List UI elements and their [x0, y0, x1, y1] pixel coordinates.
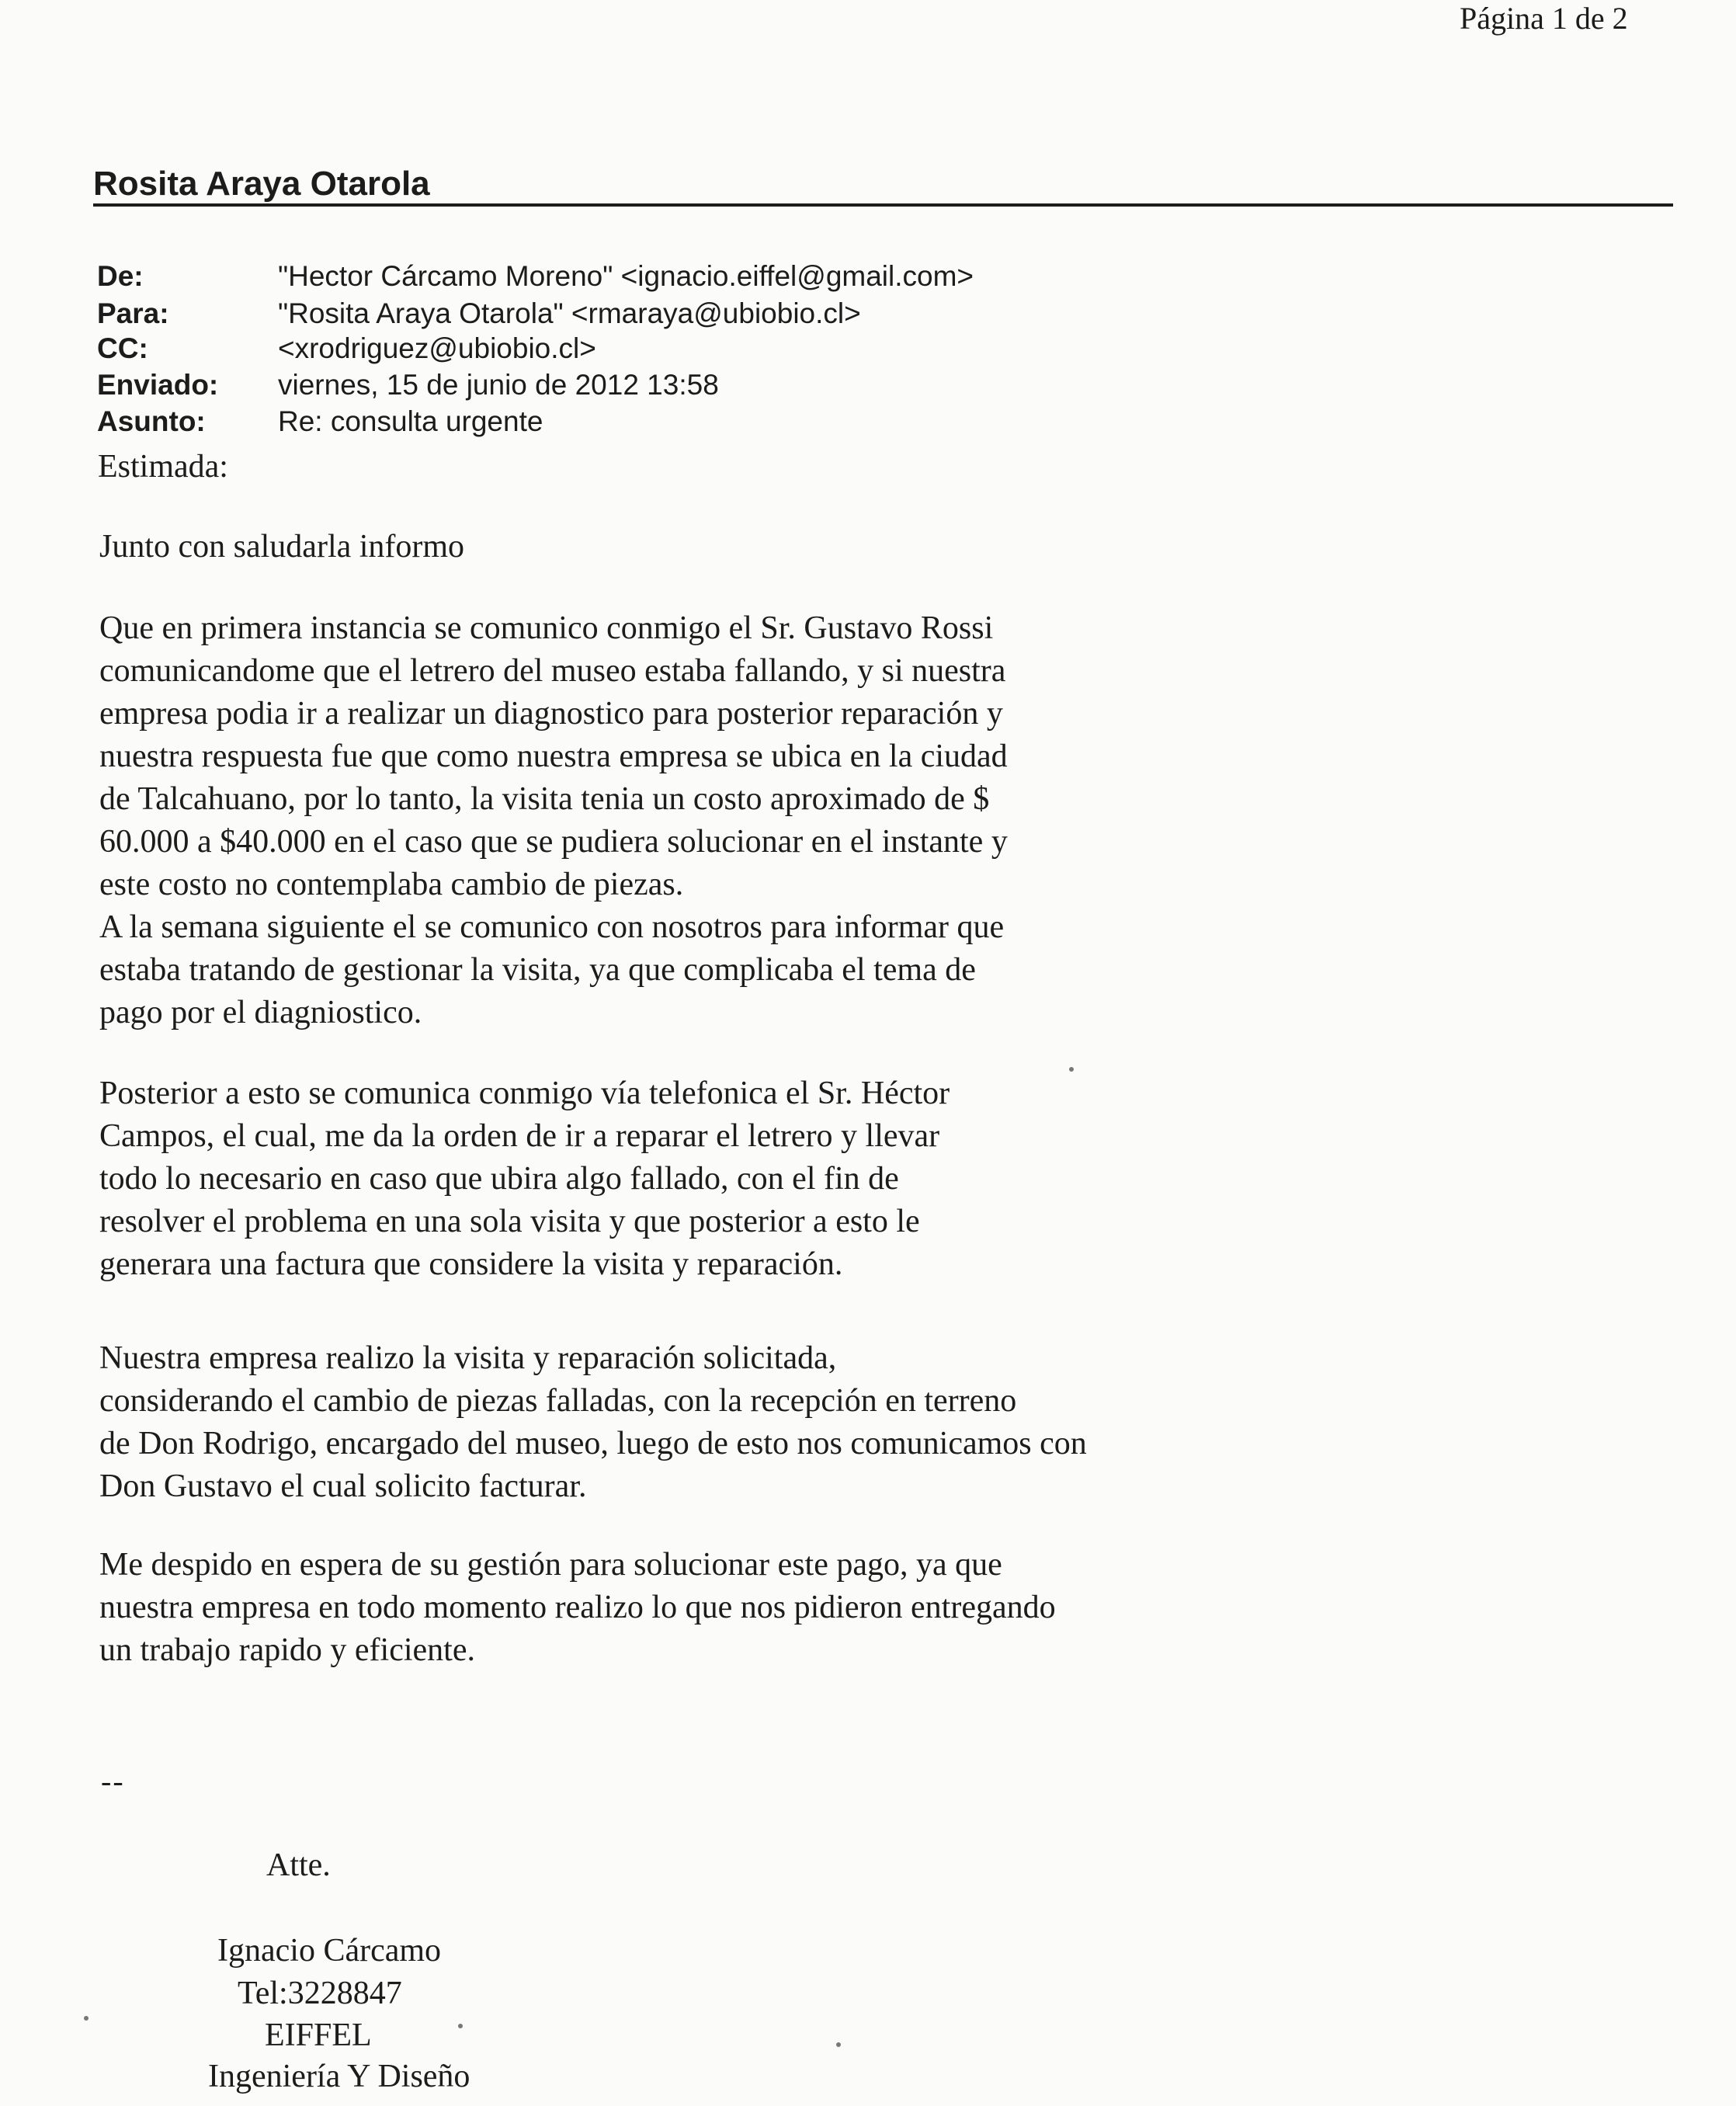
body-line: Nuestra empresa realizo la visita y reparación solicitada, [99, 1340, 837, 1376]
body-line: este costo no contemplaba cambio de piezas. [99, 867, 684, 902]
body-line: Posterior a esto se comunica conmigo vía telefonica el Sr. Héctor [99, 1076, 950, 1111]
body-paragraph [99, 1337, 1087, 1508]
salutation: Estimada: [98, 449, 228, 485]
header-label: CC: [97, 332, 148, 364]
body-line: generara una factura que considere la visita y reparación. [99, 1246, 843, 1282]
header-divider [93, 203, 1673, 207]
signature-company: EIFFEL [265, 2017, 372, 2053]
body-paragraph [99, 1072, 950, 1286]
body-line: comunicandome que el letrero del museo estaba fallando, y si nuestra [99, 653, 1006, 689]
body-line: un trabajo rapido y eficiente. [99, 1632, 475, 1668]
body-line: A la semana siguiente el se comunico con nosotros para informar que [99, 909, 1005, 945]
body-line: Campos, el cual, me da la orden de ir a reparar el letrero y llevar [99, 1118, 940, 1154]
body-line: 60.000 a $40.000 en el caso que se pudiera solucionar en el instante y [99, 824, 1008, 860]
body-line: estaba tratando de gestionar la visita, ya que complicaba el tema de [99, 952, 976, 988]
body-line: Junto con saludarla informo [99, 529, 465, 565]
signature-separator: -- [101, 1764, 125, 1798]
body-line: de Talcahuano, por lo tanto, la visita tenia un costo aproximado de $ [99, 781, 990, 817]
mailbox-owner-name: Rosita Araya Otarola [93, 165, 430, 203]
body-line: nuestra empresa en todo momento realizo lo que nos pidieron entregando [99, 1590, 1056, 1625]
header-value: <xrodriguez@ubiobio.cl> [278, 332, 596, 364]
header-label: Para: [97, 297, 169, 329]
body-paragraph [99, 607, 1008, 1034]
header-label: Enviado: [97, 369, 219, 401]
header-value: "Hector Cárcamo Moreno" <ignacio.eiffel@gmail.com> [278, 260, 974, 292]
signature-phone: Tel:3228847 [238, 1976, 402, 2011]
scan-speck [1069, 1067, 1074, 1072]
body-paragraph [99, 1544, 1056, 1672]
body-line: Me despido en espera de su gestión para solucionar este pago, ya que [99, 1547, 1002, 1583]
body-line: Don Gustavo el cual solicito facturar. [99, 1468, 587, 1504]
header-value: viernes, 15 de junio de 2012 13:58 [278, 369, 719, 401]
header-label: Asunto: [97, 405, 206, 437]
scan-speck [84, 2016, 89, 2021]
signature-tagline: Ingeniería Y Diseño [208, 2059, 470, 2094]
scan-speck [836, 2042, 841, 2047]
signature-name: Ignacio Cárcamo [217, 1933, 442, 1969]
body-line: considerando el cambio de piezas falladas, con la recepción en terreno [99, 1383, 1017, 1419]
header-label: De: [97, 260, 144, 292]
signature-closing: Atte. [266, 1847, 331, 1883]
body-line: Que en primera instancia se comunico conmigo el Sr. Gustavo Rossi [99, 610, 994, 646]
body-line: nuestra respuesta fue que como nuestra empresa se ubica en la ciudad [99, 738, 1008, 774]
body-line: empresa podia ir a realizar un diagnostico para posterior reparación y [99, 696, 1003, 732]
header-value: Re: consulta urgente [278, 405, 543, 437]
body-line: todo lo necesario en caso que ubira algo fallado, con el fin de [99, 1161, 899, 1197]
body-line: pago por el diagniostico. [99, 995, 422, 1030]
page-number-label: Página 1 de 2 [1460, 1, 1628, 36]
scan-speck [458, 2024, 463, 2028]
body-line: de Don Rodrigo, encargado del museo, luego de esto nos comunicamos con [99, 1426, 1087, 1461]
body-line: resolver el problema en una sola visita y que posterior a esto le [99, 1204, 920, 1239]
header-value: "Rosita Araya Otarola" <rmaraya@ubiobio.cl> [278, 297, 861, 329]
body-paragraph [99, 526, 464, 568]
